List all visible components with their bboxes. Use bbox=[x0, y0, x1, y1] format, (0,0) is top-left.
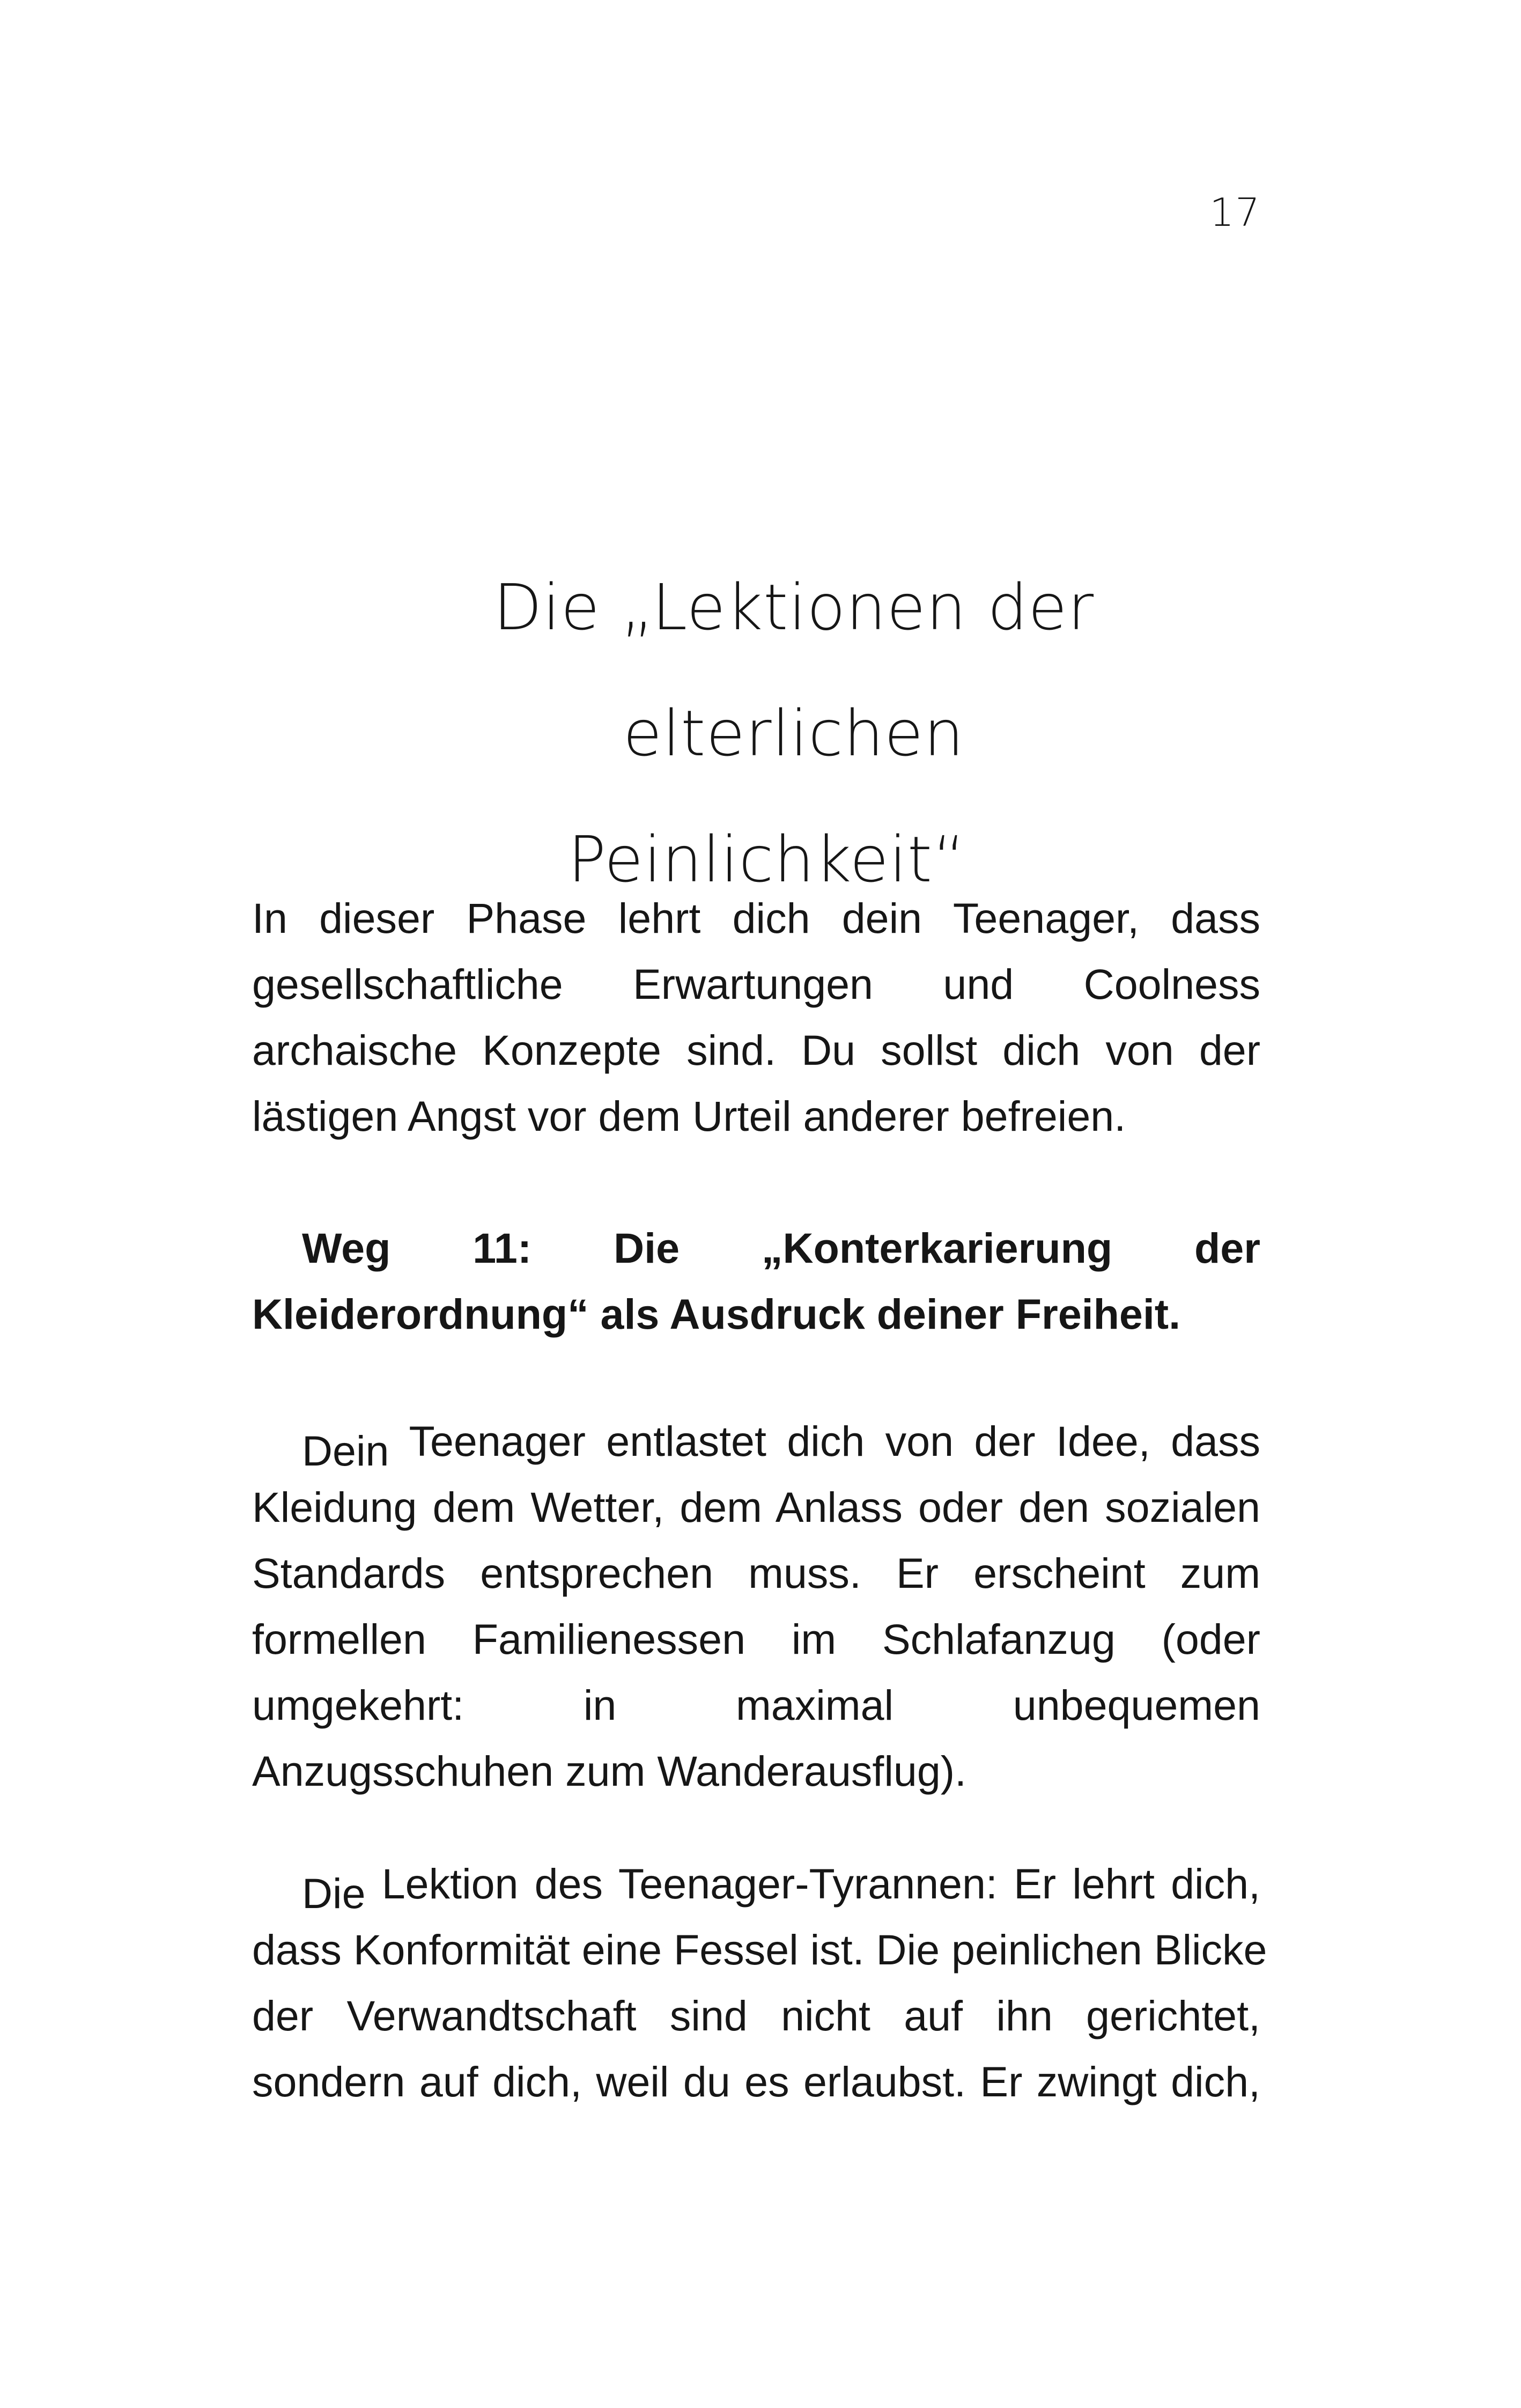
paragraph-clothing bbox=[252, 1408, 1260, 1804]
paragraph-first-line bbox=[252, 1851, 1260, 1917]
intro-line: lästigen Angst vor dem Urteil anderer befreien. bbox=[252, 1092, 1126, 1140]
intro-paragraph bbox=[252, 885, 1260, 1149]
paragraph-first-word: Die bbox=[302, 1869, 366, 1917]
intro-line: In dieser Phase lehrt dich dein Teenager, dass bbox=[252, 894, 1260, 942]
paragraph-line: dass Konformität eine Fessel ist. Die peinlichen Blicke bbox=[252, 1926, 1267, 1973]
paragraph-line: sondern auf dich, weil du es erlaubst. Er zwingt dich, bbox=[252, 2058, 1260, 2105]
paragraph-line: Standards entsprechen muss. Er erscheint zum bbox=[252, 1549, 1260, 1597]
paragraph-line: umgekehrt: in maximal unbequemen bbox=[252, 1681, 1260, 1729]
page-number: 17 bbox=[1209, 190, 1261, 235]
paragraph-first-word: Dein bbox=[302, 1427, 389, 1475]
intro-line: archaische Konzepte sind. Du sollst dich von der bbox=[252, 1026, 1260, 1074]
paragraph-line: Kleidung dem Wetter, dem Anlass oder den sozialen bbox=[252, 1483, 1260, 1531]
section-heading-line: Weg 11: Die „Konterkarierung der bbox=[302, 1224, 1260, 1272]
paragraph-line: der Verwandtschaft sind nicht auf ihn gerichtet, bbox=[252, 1992, 1260, 2039]
paragraph-line: formellen Familienessen im Schlafanzug (oder bbox=[252, 1615, 1260, 1663]
paragraph-lesson bbox=[252, 1851, 1267, 2115]
paragraph-first-line-text: Lektion des Teenager-Tyrannen: Er lehrt dich, bbox=[381, 1860, 1260, 1908]
section-heading-line: Kleiderordnung“ als Ausdruck deiner Freiheit. bbox=[252, 1290, 1181, 1338]
paragraph-first-line bbox=[252, 1408, 1260, 1474]
paragraph-first-line-text: Teenager entlastet dich von der Idee, dass bbox=[409, 1417, 1260, 1465]
paragraph-line: Anzugsschuhen zum Wanderausflug). bbox=[252, 1747, 967, 1795]
section-heading bbox=[252, 1215, 1260, 1347]
chapter-title-line-2: Peinlichkeit“ bbox=[567, 822, 966, 896]
chapter-title bbox=[252, 544, 1260, 923]
intro-line: gesellschaftliche Erwartungen und Coolness bbox=[252, 960, 1260, 1008]
chapter-title-line-1: Die „Lektionen der elterlichen bbox=[493, 570, 1095, 770]
